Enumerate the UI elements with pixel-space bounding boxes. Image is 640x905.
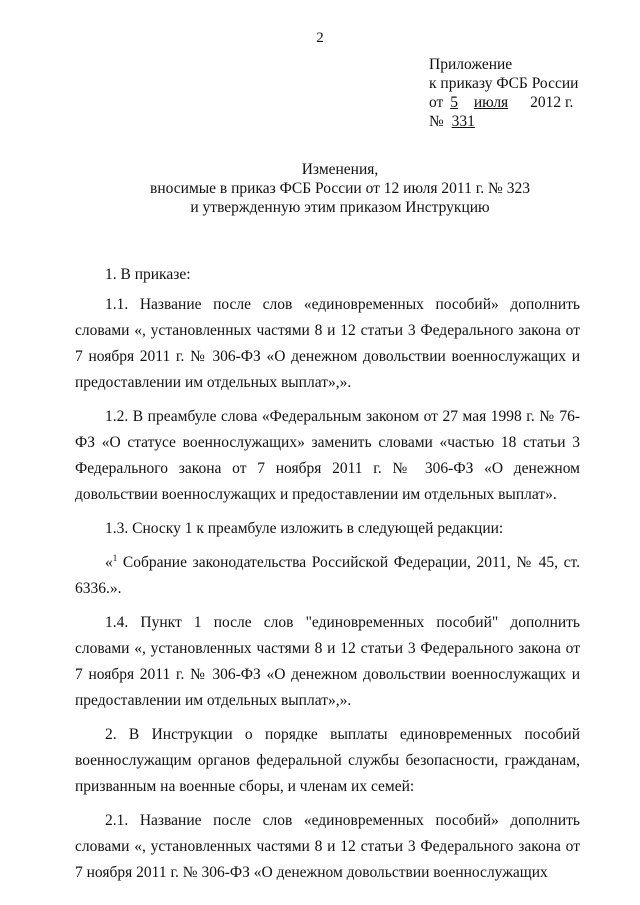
appendix-title: Приложение bbox=[429, 56, 513, 73]
paragraph-1-1: 1.1. Название после слов «единовременных пособий» дополнить словами «, установленных частями 8 и 12 статьи 3 Федерального закона от 7 ноября 2011 г. № 306-ФЗ «О денежном довольствии военнослужащих и предоставлении им отдельных выплат»,». bbox=[75, 296, 580, 391]
appendix-date-line bbox=[429, 93, 578, 112]
paragraph-1-3-quote bbox=[75, 550, 580, 602]
paragraph-1-3: 1.3. Сноску 1 к преамбуле изложить в следующей редакции: bbox=[105, 520, 504, 537]
heading-line-2: вносимые в приказ ФСБ России от 12 июля 2011 г. № 323 bbox=[150, 180, 530, 197]
appendix-order-reference: к приказу ФСБ России bbox=[429, 75, 579, 92]
appendix-date-prefix: от bbox=[429, 94, 444, 111]
quote-text: Собрание законодательства Российской Федерации, 2011, № 45, ст. 6336.». bbox=[75, 554, 580, 597]
appendix-number-line bbox=[429, 112, 578, 131]
paragraph-1: 1. В приказе: bbox=[105, 266, 191, 283]
quote-open-mark: « bbox=[105, 554, 113, 571]
heading-line-3: и утвержденную этим приказом Инструкцию bbox=[190, 199, 490, 216]
appendix-date-day: 5 bbox=[450, 94, 458, 111]
page-number: 2 bbox=[316, 30, 324, 46]
appendix-date-month: июля bbox=[473, 94, 509, 111]
paragraph-2: 2. В Инструкции о порядке выплаты единовременных пособий военнослужащим органов федеральной службы безопасности, гражданам, призванным на военные сборы, и членам их семей: bbox=[75, 726, 580, 795]
document-body bbox=[75, 262, 580, 894]
document-heading bbox=[0, 160, 640, 217]
heading-line-1: Изменения, bbox=[301, 161, 379, 178]
paragraph-1-4: 1.4. Пункт 1 после слов "единовременных пособий" дополнить словами «, установленных частями 8 и 12 статьи 3 Федерального закона от 7 ноября 2011 г. № 306-ФЗ «О денежном довольствии военнослужащих и предоставлении им отдельных выплат»,». bbox=[75, 614, 580, 709]
footnote-marker: 1 bbox=[112, 552, 118, 563]
appendix-number-value: 331 bbox=[451, 113, 475, 130]
appendix-date-year: 2012 г. bbox=[530, 94, 574, 111]
appendix-block bbox=[429, 55, 578, 131]
paragraph-1-2: 1.2. В преамбуле слова «Федеральным законом от 27 мая 1998 г. № 76-ФЗ «О статусе военнослужащих» заменить словами «частью 18 статьи 3 Федерального закона от 7 ноября 2011 г. № 306-ФЗ «О денежном довольствии военнослужащих и предоставлении им отдельных выплат». bbox=[75, 408, 580, 503]
paragraph-2-1: 2.1. Название после слов «единовременных пособий» дополнить словами «, установленных частями 8 и 12 статьи 3 Федерального закона от 7 ноября 2011 г. № 306-ФЗ «О денежном довольствии военнослужащих bbox=[75, 812, 580, 881]
appendix-number-prefix: № bbox=[429, 113, 444, 130]
